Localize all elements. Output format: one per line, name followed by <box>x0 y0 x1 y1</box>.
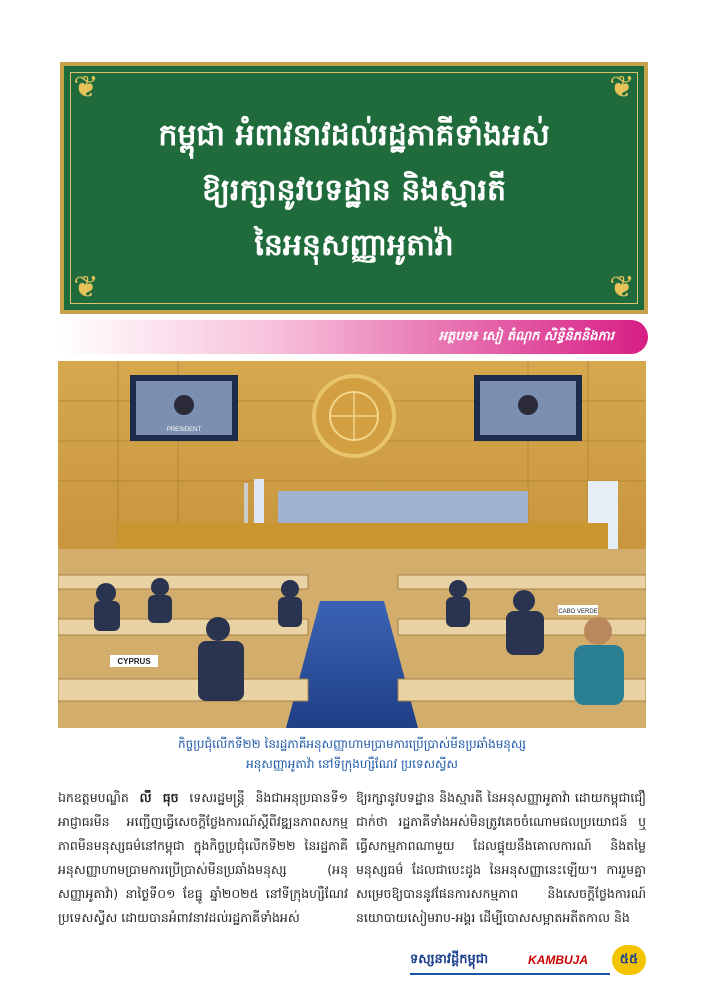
official-name: លី ធុច <box>139 790 179 805</box>
article-column-right <box>356 786 646 930</box>
caption-line-1: កិច្ចប្រជុំលើកទី២២ នៃរដ្ឋភាគីអនុសញ្ញាហាមប្រាមការប្រើប្រាស់មីនប្រឆាំងមនុស្ស <box>178 737 526 751</box>
title-line-3: នៃអនុសញ្ញាអូតាវ៉ា <box>254 228 454 263</box>
article-column-left <box>58 786 348 930</box>
paragraph-text: ទេសរដ្ឋមន្ត្រី និងជាអនុប្រធានទី១ អាជ្ញាធរមីន អញ្ជើញធ្វើសេចក្តីថ្លែងការណ៍ស្តីពីវឌ្ឍនភាពសកម្មភាពមីនមនុស្សធម៌នៅកម្ពុជា ក្នុងកិច្ចប្រជុំលើកទី២២ នៃរដ្ឋភាគីអនុសញ្ញាហាមប្រាមការប្រើប្រាស់មីនប្រឆាំងមនុស្ស (អនុសញ្ញាអូតាវ៉ា) នាថ្ងៃទី០១ ខែធ្នូ ឆ្នាំ២០២៥ នៅទីក្រុងហ្សឺណែវ ប្រទេសស្វីស ដោយបានអំពាវនាវដល់រដ្ឋភាគីទាំងអស់ <box>58 790 348 925</box>
author-byline: អត្ថបទ៖ សៀ តំណុក សិទ្ធិនិភនិងការ <box>438 329 614 344</box>
article-title <box>104 108 604 273</box>
page-number: ៥៥ <box>612 945 646 975</box>
podium-desk <box>118 523 608 553</box>
paragraph-text: ឱ្យរក្សានូវបទដ្ឋាន និងស្មារតី នៃអនុសញ្ញាអូតាវ៉ា ដោយកម្ពុជាជឿជាក់ថា រដ្ឋភាគីទាំងអស់មិនត្រូវគេចចំណោមផលប្រយោជន៍ ឬធ្វើសកម្មភាពណាមួយ ដែលផ្ទុយនឹងគោលការណ៍ និងតម្លៃមនុស្សធម៌ ដែលជាបេះដូង នៃអនុសញ្ញានេះឡើយ។ ការរួមគ្នាសម្រេចឱ្យបាននូវផែនការសកម្មភាព និងសេចក្តីថ្លែងការណ៍នយោបាយសៀមរាប-អង្គរ ដើម្បីបោសសម្អាតអតីតកាល និង <box>356 790 646 925</box>
title-line-1: កម្ពុជា អំពាវនាវដល់រដ្ឋភាគីទាំងអស់ <box>158 118 550 153</box>
screen-label: PRESIDENT <box>166 427 202 433</box>
title-line-2: ឱ្យរក្សានូវបទដ្ឋាន និងស្មារតី <box>202 173 506 208</box>
page-footer <box>400 945 650 975</box>
corner-ornament-icon: ❦ <box>73 270 99 305</box>
conference-photo <box>58 361 646 728</box>
author-byline-bar <box>60 320 648 354</box>
magazine-name: ទស្សនាវដ្តីកម្ពុជា <box>410 952 489 967</box>
corner-ornament-icon: ❦ <box>609 270 635 305</box>
lead-text: ឯកឧត្តមបណ្ឌិត <box>58 790 140 805</box>
caption-line-2: អនុសញ្ញាអូតាវ៉ា នៅទីក្រុងហ្សឺណែវ ប្រទេសស្វីស <box>246 757 458 771</box>
photo-caption <box>58 734 646 774</box>
nameplate-text: CYPRUS <box>117 657 151 666</box>
backdrop-banner <box>278 491 528 527</box>
corner-ornament-icon: ❦ <box>609 70 635 105</box>
conference-hall-illustration <box>58 361 646 728</box>
footer-rule <box>410 973 610 975</box>
nameplate-text-2: CABO VERDE <box>558 609 598 615</box>
corner-ornament-icon: ❦ <box>73 70 99 105</box>
title-banner <box>60 62 648 314</box>
magazine-brand: KAMBUJA <box>528 953 588 967</box>
